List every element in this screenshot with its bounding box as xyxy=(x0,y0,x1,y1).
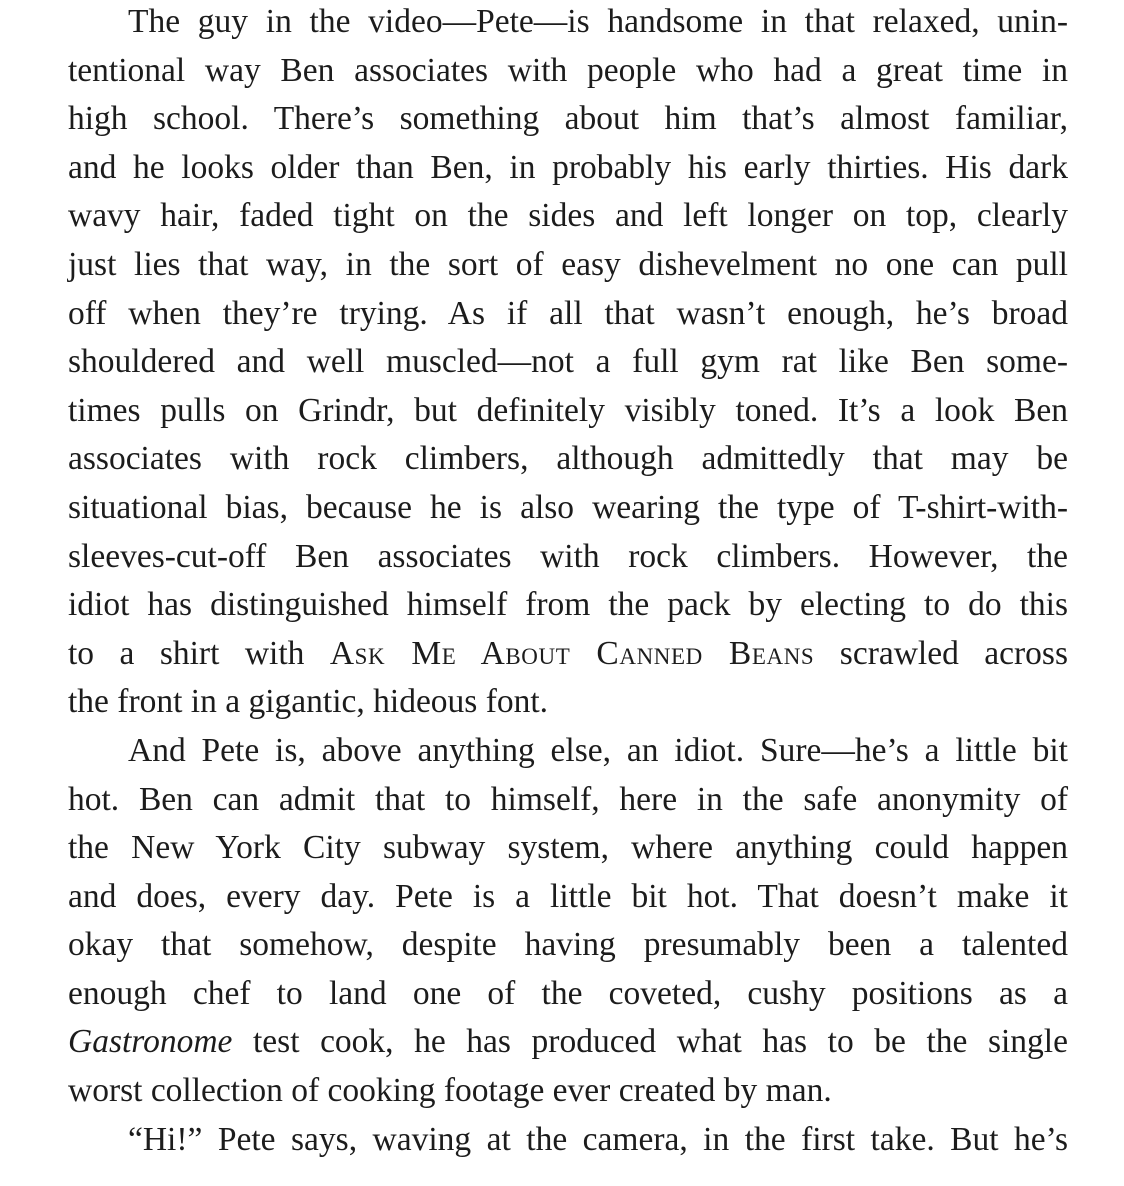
magazine-title: Gastronome xyxy=(68,1023,233,1061)
text-line: shouldered and well muscled—not a full gym rat like Ben some- xyxy=(68,343,1068,381)
text-line: And Pete is, above anything else, an idiot. Sure—he’s a little bit xyxy=(128,731,1068,769)
text-line: idiot has distinguished himself from the pack by electing to do this xyxy=(68,586,1068,624)
text-line: times pulls on Grindr, but definitely visibly toned. It’s a look Ben xyxy=(68,391,1068,429)
text-line: tentional way Ben associates with people who had a great time in xyxy=(68,51,1068,89)
text-line: worst collection of cooking footage ever created by man. xyxy=(68,1072,832,1110)
text-line: the front in a gigantic, hideous font. xyxy=(68,683,549,721)
book-page xyxy=(68,0,1068,1164)
text-line: hot. Ben can admit that to himself, here in the safe anonymity of xyxy=(68,780,1068,818)
text-run: test cook, he has produced what has to be the single xyxy=(232,1023,1068,1061)
text-run: scrawled across xyxy=(814,634,1069,672)
text-line: enough chef to land one of the coveted, cushy positions as a xyxy=(68,974,1068,1012)
text-line: high school. There’s something about him that’s almost familiar, xyxy=(68,100,1068,138)
text-line xyxy=(68,630,1068,679)
text-line xyxy=(68,1018,1068,1067)
text-line: situational bias, because he is also wearing the type of T-shirt-with- xyxy=(68,488,1068,526)
text-line: off when they’re trying. As if all that wasn’t enough, he’s broad xyxy=(68,294,1068,332)
text-line: wavy hair, faded tight on the sides and left longer on top, clearly xyxy=(68,197,1068,235)
text-line: sleeves-cut-off Ben associates with rock climbers. However, the xyxy=(68,537,1068,575)
paragraph-2 xyxy=(68,727,1068,1116)
paragraph-1 xyxy=(68,0,1068,727)
text-line: “Hi!” Pete says, waving at the camera, in the first take. But he’s xyxy=(128,1120,1068,1158)
text-line: and does, every day. Pete is a little bit hot. That doesn’t make it xyxy=(68,877,1068,915)
text-line: The guy in the video—Pete—is handsome in that relaxed, unin- xyxy=(128,3,1068,40)
text-run: to a shirt with xyxy=(68,634,330,672)
shirt-slogan: Ask Me About Canned Beans xyxy=(329,634,815,672)
paragraph-3 xyxy=(68,1116,1068,1165)
text-line: associates with rock climbers, although admittedly that may be xyxy=(68,440,1068,478)
text-line: the New York City subway system, where anything could happen xyxy=(68,829,1068,867)
text-line: just lies that way, in the sort of easy dishevelment no one can pull xyxy=(68,245,1068,283)
text-line: and he looks older than Ben, in probably his early thirties. His dark xyxy=(68,148,1068,186)
text-line: okay that somehow, despite having presumably been a talented xyxy=(68,926,1068,964)
